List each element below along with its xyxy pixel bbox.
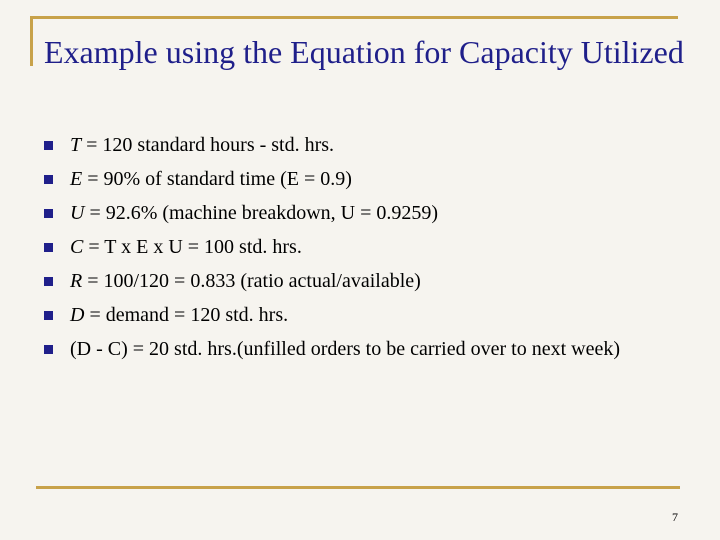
bullet-text: = 20 std. hrs.(unfilled orders to be carried over to next week) [127, 338, 621, 360]
bullet-text: = 92.6% (machine breakdown, U = 0.9259) [84, 202, 439, 224]
bullet-text: = 100/120 = 0.833 (ratio actual/available) [82, 270, 421, 292]
variable-label: T [70, 134, 82, 156]
bullet-text: = T x E x U = 100 std. hrs. [83, 236, 302, 258]
page-number: 7 [672, 510, 678, 524]
title-frame-top-line [30, 16, 678, 19]
title-frame-left-line [30, 16, 33, 66]
square-bullet-icon [44, 345, 53, 354]
variable-label: R [70, 270, 83, 292]
variable-label: C [70, 236, 84, 258]
square-bullet-icon [44, 209, 53, 218]
variable-label: (D - C) [70, 338, 128, 360]
bullet-item [44, 338, 684, 361]
bullet-item [44, 304, 684, 327]
bullet-item [44, 270, 684, 293]
slide-title: Example using the Equation for Capacity Utilized [44, 34, 684, 70]
bullet-list [44, 134, 684, 361]
bullet-text: = 90% of standard time (E = 0.9) [82, 168, 352, 190]
square-bullet-icon [44, 243, 53, 252]
square-bullet-icon [44, 277, 53, 286]
square-bullet-icon [44, 311, 53, 320]
square-bullet-icon [44, 175, 53, 184]
bullet-item [44, 202, 684, 225]
variable-label: U [70, 202, 85, 224]
footer-divider [36, 486, 680, 489]
square-bullet-icon [44, 141, 53, 150]
bullet-item [44, 134, 684, 157]
bullet-item [44, 236, 684, 259]
bullet-text: = demand = 120 std. hrs. [84, 304, 289, 326]
bullet-text: = 120 standard hours - std. hrs. [81, 134, 335, 156]
variable-label: E [70, 168, 83, 190]
variable-label: D [70, 304, 85, 326]
bullet-item [44, 168, 684, 191]
